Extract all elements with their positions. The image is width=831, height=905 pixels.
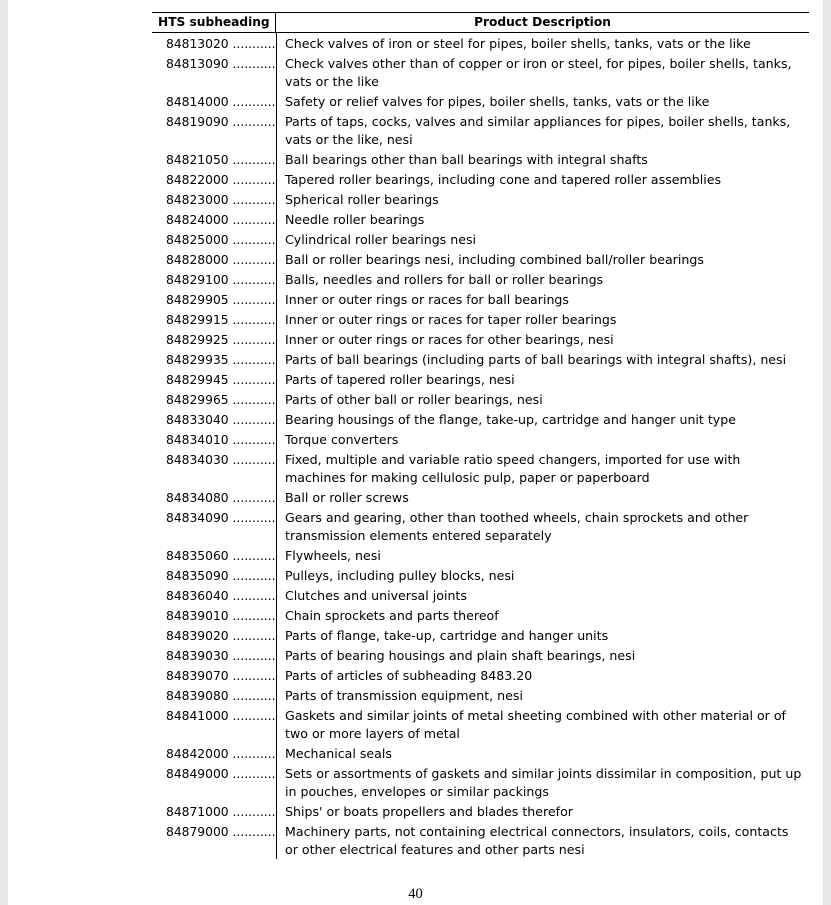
table-row xyxy=(152,565,809,585)
product-description: Flywheels, nesi xyxy=(285,548,381,563)
hts-code: 84879000 ........... xyxy=(166,825,276,839)
hts-code: 84839030 ........... xyxy=(166,649,276,663)
product-description: Balls, needles and rollers for ball or roller bearings xyxy=(285,272,604,287)
product-description: Torque converters xyxy=(285,432,399,447)
hts-code: 84841000 ........... xyxy=(166,709,276,723)
hts-code: 84813020 ........... xyxy=(166,37,276,51)
product-description: Gaskets and similar joints of metal sheeting combined with other material or of two or more layers of metal xyxy=(285,708,786,741)
header-hts-subheading: HTS subheading xyxy=(152,13,276,32)
product-description: Parts of flange, take-up, cartridge and hanger units xyxy=(285,628,609,643)
product-description: Ships' or boats propellers and blades therefor xyxy=(285,804,573,819)
product-description: Inner or outer rings or races for taper roller bearings xyxy=(285,312,617,327)
header-product-description: Product Description xyxy=(474,15,611,29)
document-page xyxy=(8,0,823,905)
hts-code: 84821050 ........... xyxy=(166,153,276,167)
hts-code: 84825000 ........... xyxy=(166,233,276,247)
hts-table xyxy=(152,12,809,859)
table-row xyxy=(152,705,809,743)
table-row xyxy=(152,53,809,91)
hts-code: 84839070 ........... xyxy=(166,669,276,683)
table-row xyxy=(152,369,809,389)
product-description: Parts of taps, cocks, valves and similar appliances for pipes, boiler shells, tanks, vats or the like, nesi xyxy=(285,114,791,147)
product-description: Parts of tapered roller bearings, nesi xyxy=(285,372,515,387)
hts-code: 84833040 ........... xyxy=(166,413,276,427)
hts-code: 84829965 ........... xyxy=(166,393,276,407)
hts-code: 84834080 ........... xyxy=(166,491,276,505)
hts-code: 84819090 ........... xyxy=(166,115,276,129)
product-description: Bearing housings of the flange, take-up, cartridge and hanger unit type xyxy=(285,412,737,427)
hts-code: 84839080 ........... xyxy=(166,689,276,703)
table-row xyxy=(152,763,809,801)
product-description: Parts of other ball or roller bearings, nesi xyxy=(285,392,543,407)
hts-code: 84829915 ........... xyxy=(166,313,276,327)
hts-code: 84829905 ........... xyxy=(166,293,276,307)
hts-code: 84829945 ........... xyxy=(166,373,276,387)
product-description: Cylindrical roller bearings nesi xyxy=(285,232,477,247)
table-row xyxy=(152,209,809,229)
product-description: Check valves of iron or steel for pipes, boiler shells, tanks, vats or the like xyxy=(285,36,751,51)
table-row xyxy=(152,409,809,429)
hts-code: 84829925 ........... xyxy=(166,333,276,347)
table-row xyxy=(152,229,809,249)
product-description: Parts of bearing housings and plain shaft bearings, nesi xyxy=(285,648,636,663)
table-row xyxy=(152,269,809,289)
hts-code: 84839020 ........... xyxy=(166,629,276,643)
table-row xyxy=(152,309,809,329)
hts-code: 84822000 ........... xyxy=(166,173,276,187)
table-row xyxy=(152,249,809,269)
hts-code: 84824000 ........... xyxy=(166,213,276,227)
product-description: Ball bearings other than ball bearings with integral shafts xyxy=(285,152,648,167)
hts-code: 84834090 ........... xyxy=(166,511,276,525)
table-row xyxy=(152,545,809,565)
hts-code: 84829100 ........... xyxy=(166,273,276,287)
table-row xyxy=(152,585,809,605)
hts-code: 84836040 ........... xyxy=(166,589,276,603)
product-description: Parts of articles of subheading 8483.20 xyxy=(285,668,533,683)
table-row xyxy=(152,685,809,705)
table-row xyxy=(152,507,809,545)
product-description: Needle roller bearings xyxy=(285,212,425,227)
hts-code: 84813090 ........... xyxy=(166,57,276,71)
hts-code: 84834030 ........... xyxy=(166,453,276,467)
table-row xyxy=(152,821,809,859)
product-description: Chain sprockets and parts thereof xyxy=(285,608,499,623)
table-row xyxy=(152,625,809,645)
hts-code: 84814000 ........... xyxy=(166,95,276,109)
table-row xyxy=(152,91,809,111)
product-description: Pulleys, including pulley blocks, nesi xyxy=(285,568,515,583)
hts-code: 84842000 ........... xyxy=(166,747,276,761)
product-description: Check valves other than of copper or iron or steel, for pipes, boiler shells, tanks, vats or the like xyxy=(285,56,792,89)
product-description: Gears and gearing, other than toothed wheels, chain sprockets and other transmission elements entered separately xyxy=(285,510,749,543)
product-description: Clutches and universal joints xyxy=(285,588,467,603)
hts-code: 84849000 ........... xyxy=(166,767,276,781)
table-row xyxy=(152,487,809,507)
product-description: Inner or outer rings or races for ball bearings xyxy=(285,292,569,307)
hts-code: 84835060 ........... xyxy=(166,549,276,563)
product-description: Ball or roller bearings nesi, including combined ball/roller bearings xyxy=(285,252,704,267)
hts-code: 84834010 ........... xyxy=(166,433,276,447)
table-row xyxy=(152,389,809,409)
table-row xyxy=(152,111,809,149)
table-row xyxy=(152,449,809,487)
hts-code: 84823000 ........... xyxy=(166,193,276,207)
product-description: Spherical roller bearings xyxy=(285,192,439,207)
product-description: Parts of transmission equipment, nesi xyxy=(285,688,523,703)
hts-code: 84829935 ........... xyxy=(166,353,276,367)
product-description: Safety or relief valves for pipes, boiler shells, tanks, vats or the like xyxy=(285,94,710,109)
table-row xyxy=(152,189,809,209)
product-description: Fixed, multiple and variable ratio speed changers, imported for use with machines for making cellulosic pulp, paper or paperboard xyxy=(285,452,741,485)
hts-code: 84839010 ........... xyxy=(166,609,276,623)
table-row xyxy=(152,743,809,763)
hts-code: 84835090 ........... xyxy=(166,569,276,583)
table-row xyxy=(152,645,809,665)
product-description: Parts of ball bearings (including parts of ball bearings with integral shafts), nesi xyxy=(285,352,787,367)
table-row xyxy=(152,429,809,449)
table-row xyxy=(152,33,809,53)
table-row xyxy=(152,605,809,625)
table-row xyxy=(152,289,809,309)
product-description: Tapered roller bearings, including cone and tapered roller assemblies xyxy=(285,172,722,187)
product-description: Machinery parts, not containing electrical connectors, insulators, coils, contacts or other electrical features and other parts nesi xyxy=(285,824,789,857)
product-description: Inner or outer rings or races for other bearings, nesi xyxy=(285,332,614,347)
product-description: Ball or roller screws xyxy=(285,490,409,505)
hts-code: 84828000 ........... xyxy=(166,253,276,267)
table-row xyxy=(152,349,809,369)
page-number: 40 xyxy=(408,886,423,902)
table-row xyxy=(152,329,809,349)
table-row xyxy=(152,149,809,169)
table-row xyxy=(152,801,809,821)
table-body xyxy=(152,33,809,859)
table-header xyxy=(152,13,809,33)
product-description: Mechanical seals xyxy=(285,746,392,761)
hts-code: 84871000 ........... xyxy=(166,805,276,819)
product-description: Sets or assortments of gaskets and similar joints dissimilar in composition, put up in pouches, envelopes or similar packings xyxy=(285,766,802,799)
table-row xyxy=(152,665,809,685)
table-row xyxy=(152,169,809,189)
